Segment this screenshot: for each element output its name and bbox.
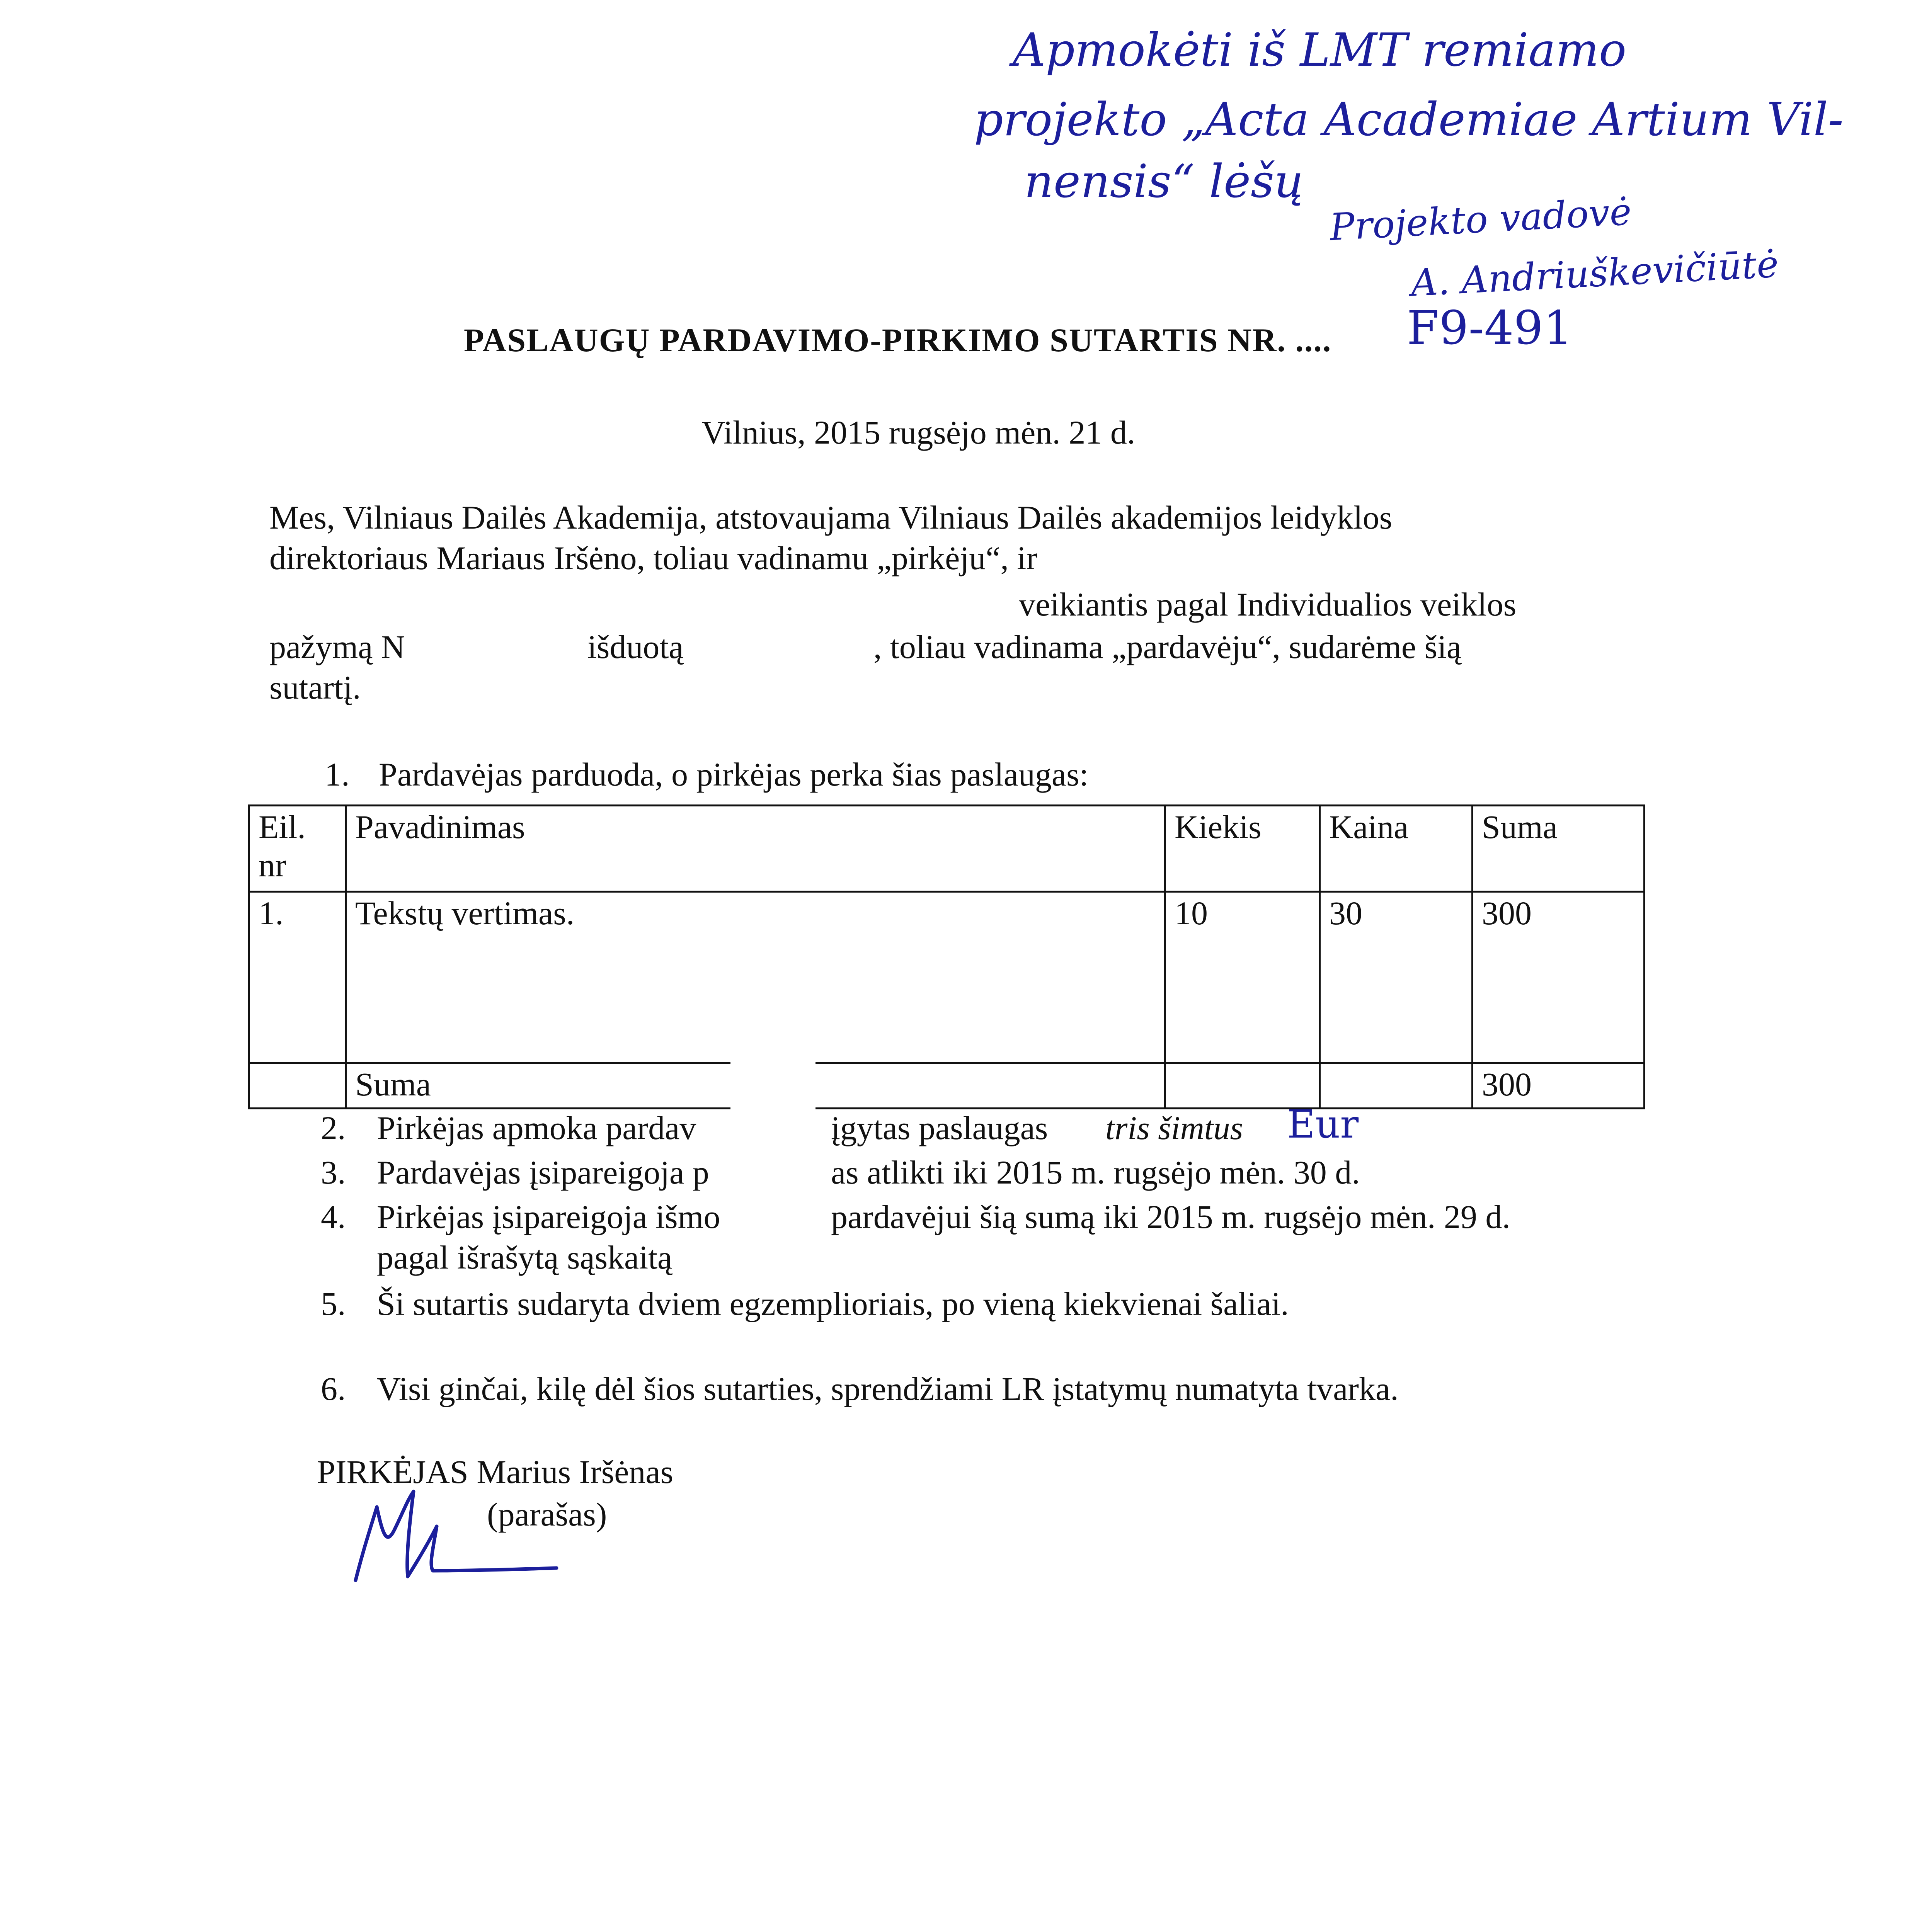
clause-1-number: 1. [325,756,350,793]
services-table [248,804,1645,1109]
row-qty: 10 [1165,892,1320,1063]
clause-4-text-c: pagal išrašytą sąskaitą [377,1239,672,1276]
clause-5-text: Ši sutartis sudaryta dviem egzemplioriais, po vieną kiekvienai šaliai. [377,1285,1289,1322]
handwritten-note-line-3: nensis“ lėšų [1024,155,1304,208]
handwritten-note-line-1: Apmokėti iš LMT remiamo [1013,23,1627,77]
contract-title: PASLAUGŲ PARDAVIMO-PIRKIMO SUTARTIS NR. .... [464,321,1332,359]
intro-line-3: veikiantis pagal Individualios veiklos [1019,586,1517,623]
clause-1-text: Pardavėjas parduoda, o pirkėjas perka šias paslaugas: [379,756,1089,793]
intro-line-1: Mes, Vilniaus Dailės Akademija, atstovaujama Vilniaus Dailės akademijos leidyklos [269,499,1393,536]
clause-3-number: 3. [321,1154,346,1191]
table-row [249,892,1645,1063]
total-value: 300 [1473,1063,1645,1109]
clause-3-text-b: as atlikti iki 2015 m. rugsėjo mėn. 30 d. [831,1154,1360,1191]
handwritten-note-line-4: Projekto vadovė [1328,190,1633,249]
intro-line-4c: , toliau vadinama „pardavėju“, sudarėme šią [873,628,1462,665]
intro-line-5: sutartį. [269,669,361,706]
header-no: Eil. nr [249,806,346,892]
total-label: Suma [346,1063,1165,1109]
row-price: 30 [1320,892,1473,1063]
header-qty: Kiekis [1165,806,1320,892]
clause-6-number: 6. [321,1370,346,1407]
table-header-row [249,806,1645,892]
row-no: 1. [249,892,346,1063]
row-name: Tekstų vertimas. [346,892,1165,1063]
table-total-row [249,1063,1645,1109]
signature-label: (parašas) [487,1496,607,1533]
header-sum: Suma [1473,806,1645,892]
clause-2-text-b: įgytas paslaugas [831,1109,1048,1146]
header-price: Kaina [1320,806,1473,892]
handwritten-note-line-2: projekto „Acta Academiae Artium Vil- [974,93,1844,146]
clause-2-text-c: tris šimtus [1105,1109,1243,1146]
clause-3-text: Pardavėjas įsipareigoja p [377,1154,709,1191]
clause-6-text: Visi ginčai, kilę dėl šios sutarties, sprendžiami LR įstatymų numatyta tvarka. [377,1370,1399,1407]
intro-line-4a: pažymą N [269,628,405,665]
intro-line-4b: išduotą [587,628,684,665]
place-date: Vilnius, 2015 rugsėjo mėn. 21 d. [701,414,1136,451]
row-sum: 300 [1473,892,1645,1063]
clause-5-number: 5. [321,1285,346,1322]
clause-2-number: 2. [321,1109,346,1146]
clause-2-text: Pirkėjas apmoka pardav [377,1109,696,1146]
clause-4-text-b: pardavėjui šią sumą iki 2015 m. rugsėjo mėn. 29 d. [831,1198,1510,1235]
buyer-signature [340,1484,580,1584]
header-name: Pavadinimas [346,806,1165,892]
clause-4-text: Pirkėjas įsipareigoja išmo [377,1198,720,1235]
intro-line-2: direktoriaus Mariaus Iršėno, toliau vadinamu „pirkėju“, ir [269,539,1037,577]
contract-number-handwritten: F9-491 [1407,301,1573,355]
total-empty [249,1063,346,1109]
clause-2-currency-handwritten: Eur [1287,1102,1359,1147]
buyer-label: PIRKĖJAS Marius Iršėnas [317,1453,674,1490]
clause-4-number: 4. [321,1198,346,1235]
redaction-block [730,1020,815,1229]
handwritten-note-line-5: A. Andriuškevičiūtė [1410,242,1780,305]
